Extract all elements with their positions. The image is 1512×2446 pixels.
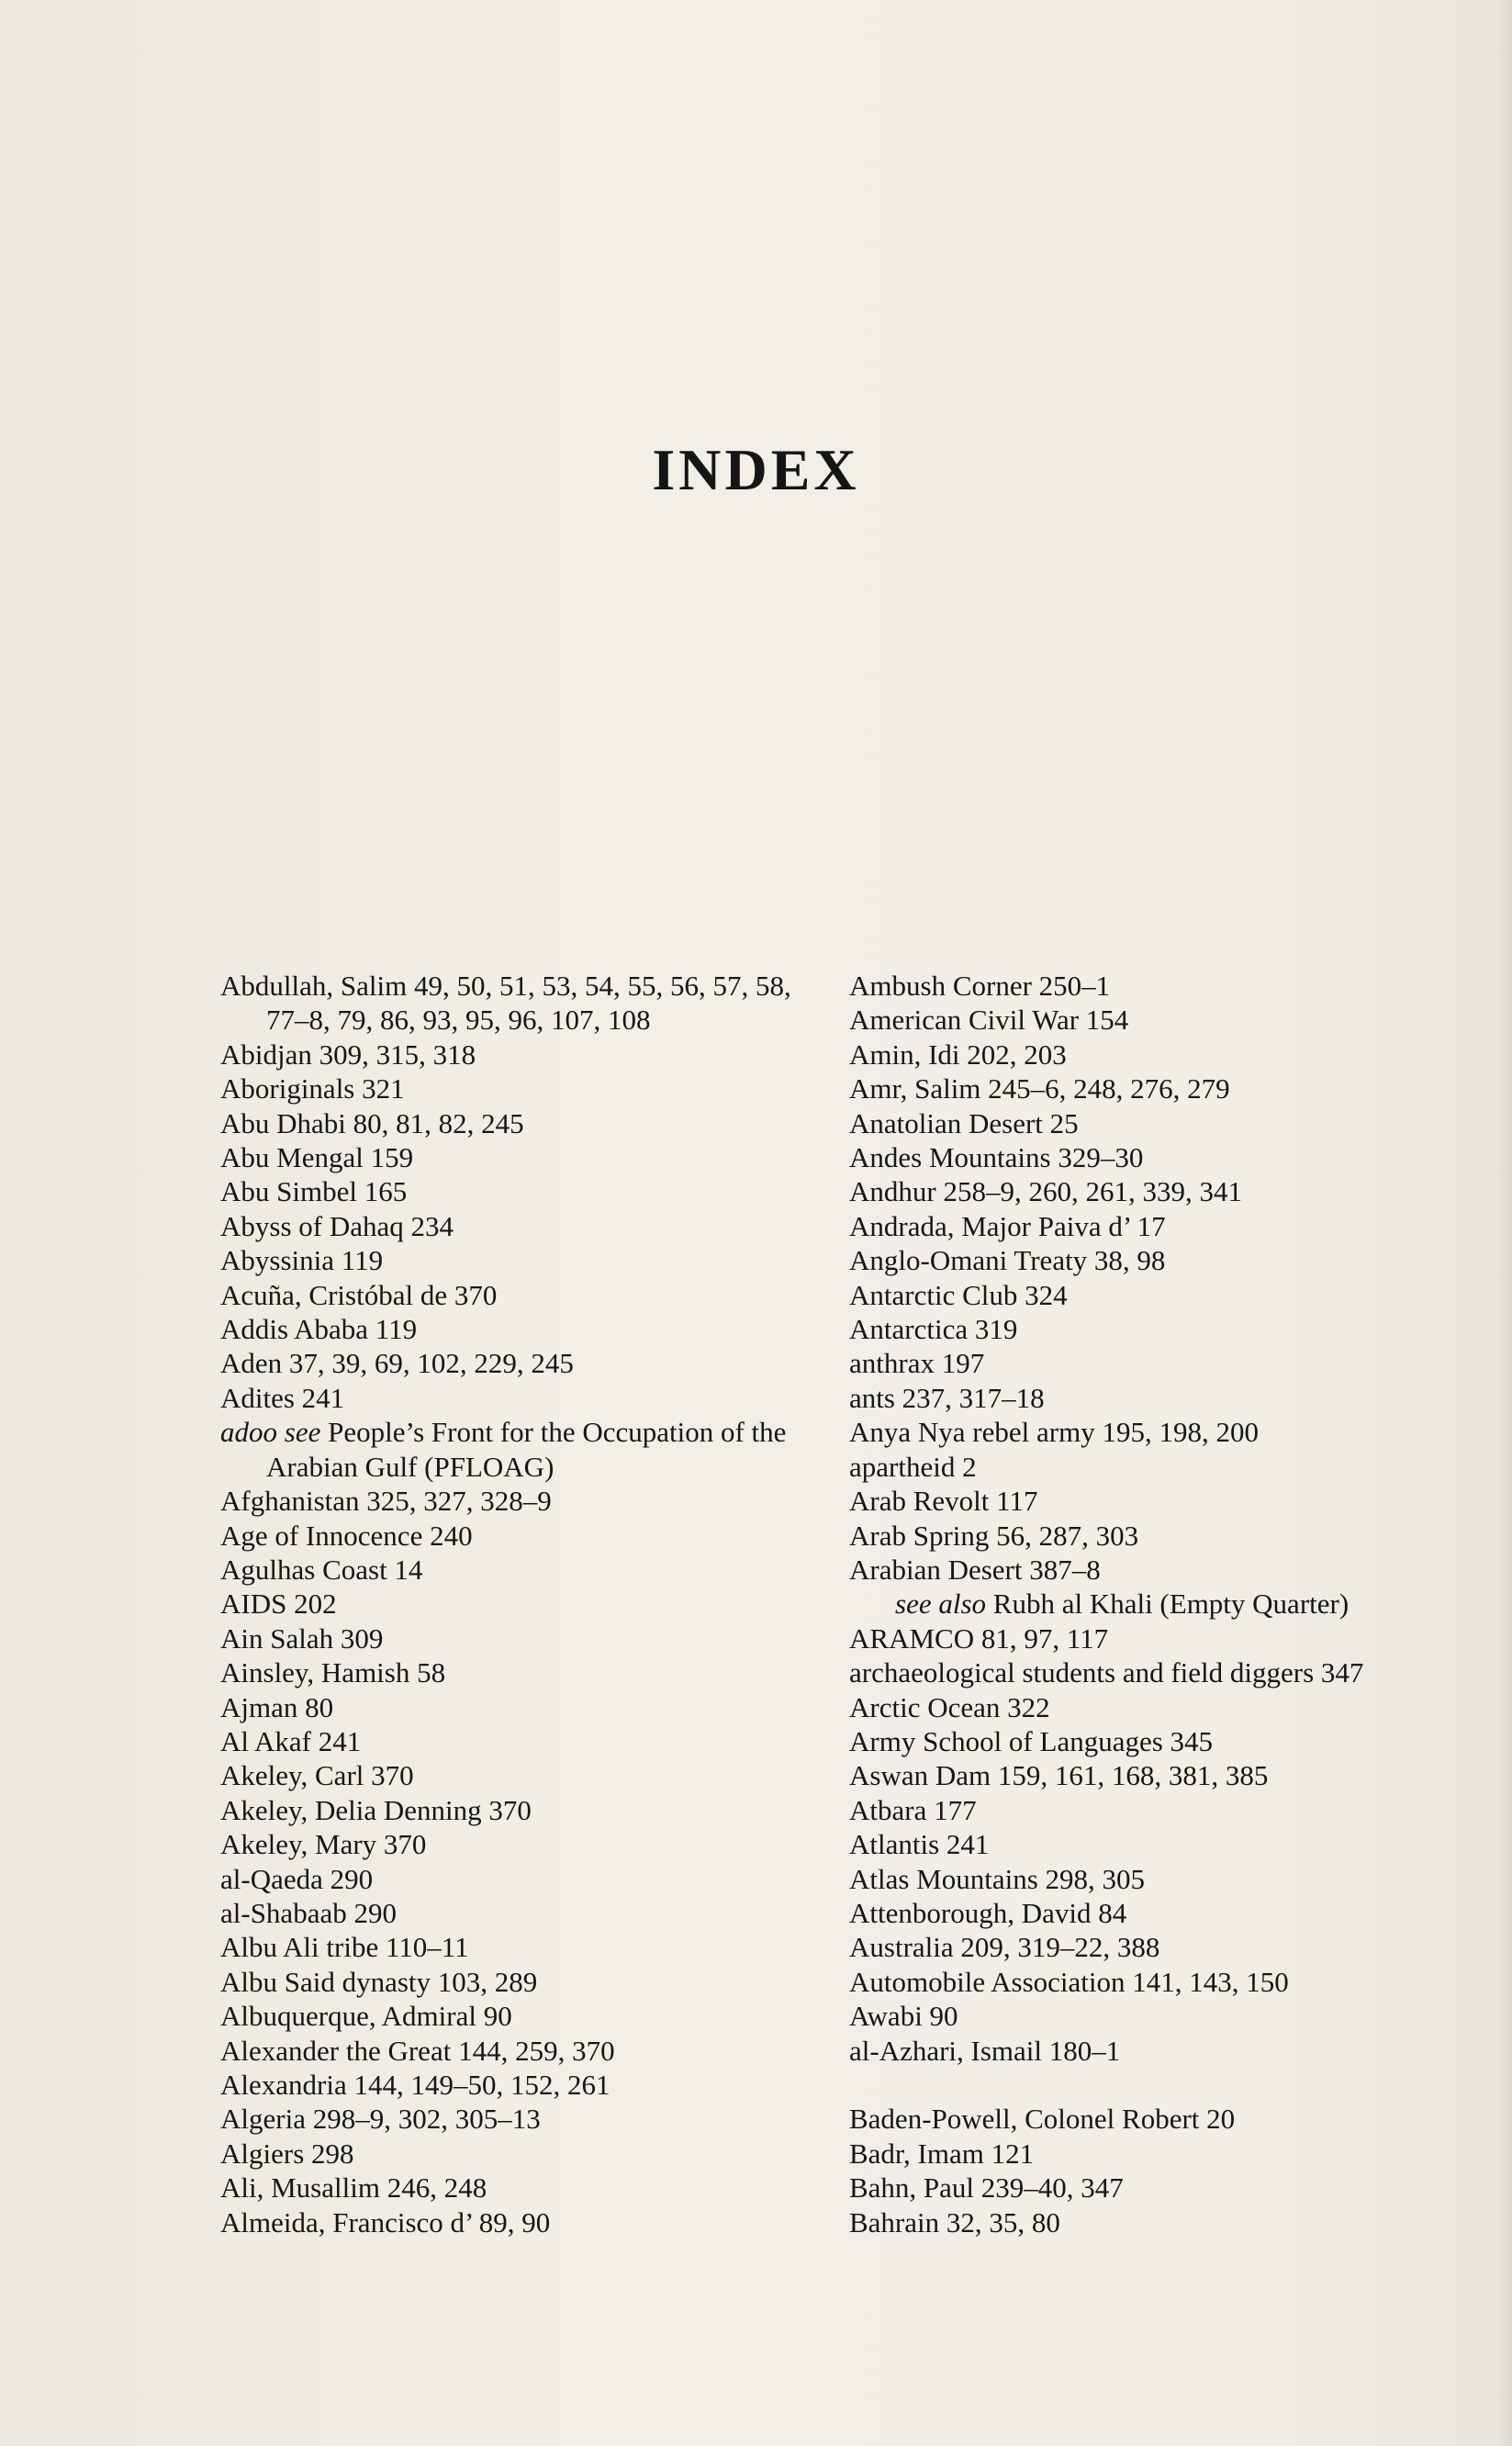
index-entry: Albu Said dynasty 103, 289 [220,1965,538,1998]
index-column-right [849,969,1455,2239]
index-entry: Algeria 298–9, 302, 305–13 [220,2103,541,2136]
index-entry: Albu Ali tribe 110–11 [220,1931,469,1964]
index-entry: Akeley, Mary 370 [220,1828,427,1861]
page-edge-shadow [1494,0,1512,2446]
index-entry: Atbara 177 [849,1793,977,1826]
index-entry: Abu Mengal 159 [220,1141,414,1174]
index-entry: Ainsley, Hamish 58 [220,1656,446,1689]
index-subentry-see-also [849,1587,1455,1621]
index-entry: Antarctic Club 324 [849,1278,1068,1311]
index-entry: ants 237, 317–18 [849,1381,1045,1414]
index-entry: Alexandria 144, 149–50, 152, 261 [220,2069,610,2101]
index-entry: Abu Simbel 165 [220,1175,408,1208]
index-entry: Baden-Powell, Colonel Robert 20 [849,2103,1236,2136]
xref-see: see [284,1416,321,1449]
see-also-label: see also [895,1588,987,1621]
index-entry: Amr, Salim 245–6, 248, 276, 279 [849,1072,1230,1105]
index-entry: Awabi 90 [849,2000,958,2033]
index-entry: anthrax 197 [849,1347,985,1380]
index-entry: Alexander the Great 144, 259, 370 [220,2034,615,2067]
index-entry: Anya Nya rebel army 195, 198, 200 [849,1416,1259,1449]
index-entry: Bahn, Paul 239–40, 347 [849,2171,1124,2205]
index-entry: Arab Spring 56, 287, 303 [849,1519,1139,1552]
index-entry: Atlas Mountains 298, 305 [849,1862,1146,1895]
index-entry: Abyssinia 119 [220,1244,384,1277]
index-entry: Arabian Desert 387–8 [849,1553,1101,1586]
see-also-target: Rubh al Khali (Empty Quarter) [992,1588,1350,1621]
index-entry: American Civil War 154 [849,1004,1129,1037]
index-entry: Arctic Ocean 322 [849,1690,1050,1723]
index-entry: Army School of Languages 345 [849,1724,1214,1757]
index-entry: apartheid 2 [849,1450,977,1483]
index-entry: Ajman 80 [220,1690,334,1723]
index-entry: Amin, Idi 202, 203 [849,1038,1067,1071]
index-entry: Algiers 298 [220,2137,354,2170]
index-entry: Afghanistan 325, 327, 328–9 [220,1485,552,1518]
index-entry: Agulhas Coast 14 [220,1553,423,1586]
index-entry: al-Qaeda 290 [220,1862,374,1895]
index-entry-cross-reference [220,1415,808,1484]
index-entry: al-Shabaab 290 [220,1896,397,1929]
index-entry: Akeley, Carl 370 [220,1759,414,1792]
xref-target: People’s Front for the Occupation of the Arabian Gulf (PFLOAG) [266,1416,787,1483]
index-entry: Addis Ababa 119 [220,1313,418,1346]
index-entry: Arab Revolt 117 [849,1485,1038,1518]
index-entry: Al Akaf 241 [220,1724,362,1757]
index-entry: AIDS 202 [220,1588,337,1621]
index-entry: Australia 209, 319–22, 388 [849,1931,1160,1964]
page-title: INDEX [652,437,860,502]
index-entry: Anglo-Omani Treaty 38, 98 [849,1244,1166,1277]
index-entry: Andhur 258–9, 260, 261, 339, 341 [849,1175,1242,1208]
index-entry: Almeida, Francisco d’ 89, 90 [220,2205,551,2238]
index-entry: Akeley, Delia Denning 370 [220,1793,532,1826]
index-entry: ARAMCO 81, 97, 117 [849,1621,1109,1655]
index-entry: al-Azhari, Ismail 180–1 [849,2034,1121,2067]
index-entry: archaeological students and field diggers 347 [849,1656,1364,1689]
index-entry: Ali, Musallim 246, 248 [220,2171,487,2205]
index-entry: Automobile Association 141, 143, 150 [849,1965,1289,1998]
index-entry: Badr, Imam 121 [849,2137,1035,2170]
index-entry: Age of Innocence 240 [220,1519,473,1552]
index-entry: Acuña, Cristóbal de 370 [220,1278,498,1311]
index-entry: Abu Dhabi 80, 81, 82, 245 [220,1106,524,1139]
index-entry: Aden 37, 39, 69, 102, 229, 245 [220,1347,574,1380]
index-entry: Anatolian Desert 25 [849,1106,1079,1139]
index-entry: Albuquerque, Admiral 90 [220,2000,512,2033]
index-entry: Antarctica 319 [849,1313,1018,1346]
index-entry: Atlantis 241 [849,1828,990,1861]
index-entry: Andrada, Major Paiva d’ 17 [849,1209,1166,1242]
xref-term: adoo [220,1416,277,1449]
index-entry: Abdullah, Salim 49, 50, 51, 53, 54, 55, 56, 57, 58, 77–8, 79, 86, 93, 95, 96, 107, 108 [220,970,791,1037]
index-column-left [220,969,808,2239]
index-entry: Ambush Corner 250–1 [849,970,1111,1002]
index-entry: Aswan Dam 159, 161, 168, 381, 385 [849,1759,1269,1792]
index-entry: Attenborough, David 84 [849,1896,1127,1929]
index-entry: Bahrain 32, 35, 80 [849,2205,1060,2238]
index-entry: Aboriginals 321 [220,1072,405,1105]
index-entry: Abidjan 309, 315, 318 [220,1038,476,1071]
section-gap [849,2068,1455,2102]
index-entry: Ain Salah 309 [220,1621,384,1655]
index-entry: Adites 241 [220,1381,345,1414]
index-entry: Andes Mountains 329–30 [849,1141,1144,1174]
index-entry: Abyss of Dahaq 234 [220,1209,454,1242]
